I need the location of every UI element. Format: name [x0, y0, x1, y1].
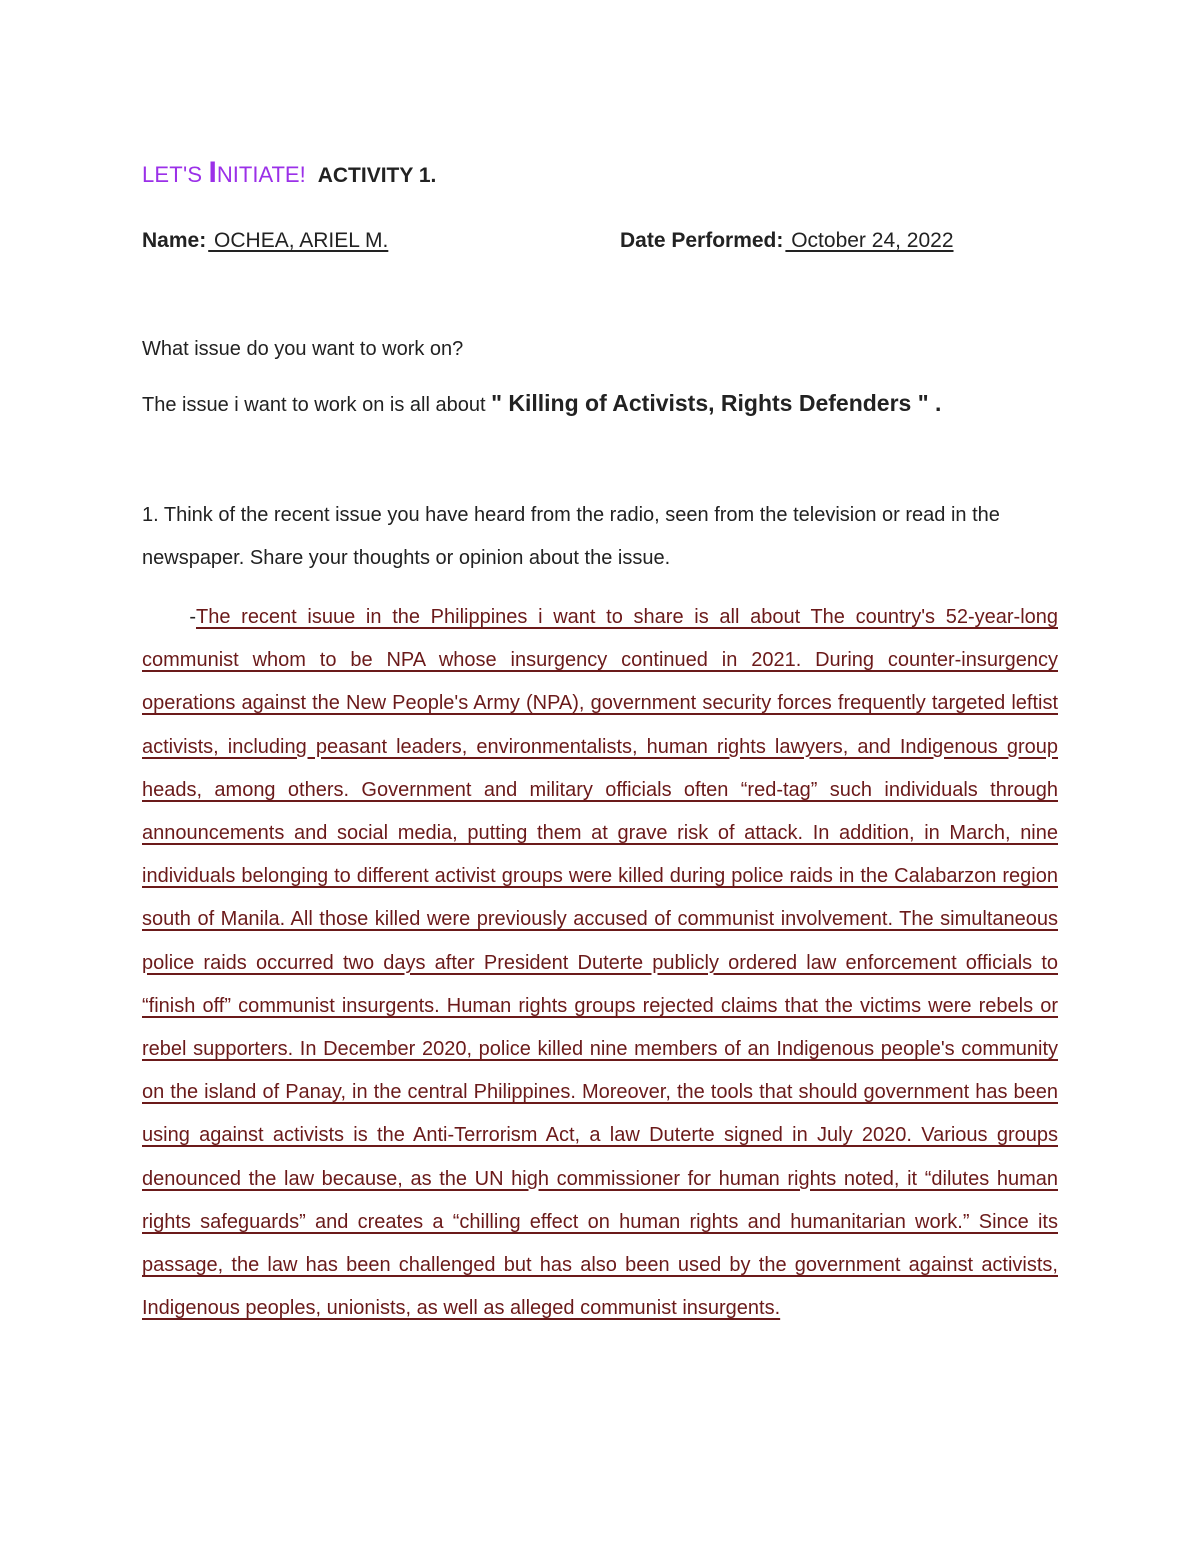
heading-lets: LET'S — [142, 162, 209, 187]
answer-paragraph — [142, 596, 1058, 1330]
date-label: Date Performed: — [620, 229, 784, 252]
issue-question: What issue do you want to work on? — [142, 338, 464, 360]
issue-title: " Killing of Activists, Rights Defenders " . — [491, 390, 942, 416]
answer-dash: - — [189, 606, 196, 628]
issue-statement — [142, 388, 1062, 420]
name-field — [142, 226, 388, 256]
issue-prefix: The issue i want to work on is all about — [142, 394, 492, 416]
question-1: 1. Think of the recent issue you have heard from the radio, seen from the television or read in the newspaper. Share your thoughts or opinion about the issue. — [142, 504, 1000, 569]
name-value: OCHEA, ARIEL M. — [208, 229, 389, 252]
heading-initiate: NITIATE! — [216, 162, 306, 187]
activity-heading — [142, 156, 436, 193]
date-performed-field — [620, 226, 954, 256]
heading-activity-number: ACTIVITY 1. — [317, 164, 437, 187]
heading-initial-letter: I — [208, 156, 217, 189]
answer-text: The recent isuue in the Philippines i want to share is all about The country's 52-year-long communist whom to be NPA whose insurgency continued in 2021. During counter-insurgency operations against the New People's Army (NPA), government security forces frequently targeted leftist activists, including peasant leaders, environmentalists, human rights lawyers, and Indigenous group heads, among others. Government and military officials often “red-tag” such individuals through announcements and social media, putting them at grave risk of attack. In addition, in March, nine individuals belonging to different activist groups were killed during police raids in the Calabarzon region south of Manila. All those killed were previously accused of communist involvement. The simultaneous police raids occurred two days after President Duterte publicly ordered law enforcement officials to “finish off” communist insurgents. Human rights groups rejected claims that the victims were rebels or rebel supporters. In December 2020, police killed nine members of an Indigenous people's community on the island of Panay, in the central Philippines. Moreover, the tools that should government has been using against activists is the Anti-Terrorism Act, a law Duterte signed in July 2020. Various groups denounced the law because, as the UN high commissioner for human rights noted, it “dilutes human rights safeguards” and creates a “chilling effect on human rights and humanitarian work.” Since its passage, the law has been challenged but has also been used by the government against activists, Indigenous peoples, unionists, as well as alleged communist insurgents. — [142, 606, 1058, 1320]
name-label: Name: — [142, 229, 207, 252]
date-value: October 24, 2022 — [785, 229, 954, 252]
